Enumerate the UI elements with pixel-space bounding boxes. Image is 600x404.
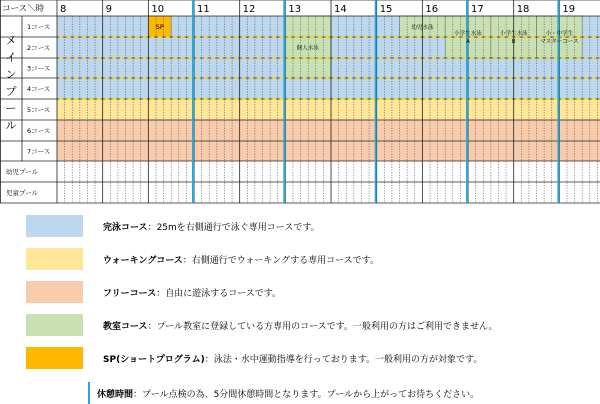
legend-free-title: フリーコース bbox=[103, 288, 157, 299]
legend-sp-title: SP(ショートプログラム) bbox=[103, 354, 205, 365]
course-row-fill bbox=[57, 99, 600, 120]
legend-lap bbox=[26, 215, 320, 237]
legend-walking bbox=[26, 248, 379, 270]
main-pool-label-char: プ bbox=[5, 85, 17, 98]
class-block-label: 幼児水泳 bbox=[411, 25, 434, 31]
legend-sp bbox=[26, 347, 482, 369]
course-label: 4コース bbox=[27, 85, 51, 93]
legend-rest-title: 休憩時間 bbox=[97, 389, 134, 400]
hour-label: 15 bbox=[379, 4, 393, 15]
course-row-fill bbox=[57, 78, 600, 99]
lap-swatch bbox=[26, 215, 83, 237]
hour-label: 17 bbox=[471, 4, 484, 15]
course-label: 幼児プール bbox=[6, 168, 39, 176]
course-label: 児童プール bbox=[6, 189, 39, 197]
free-swatch bbox=[26, 281, 83, 303]
course-label: 1コース bbox=[27, 23, 51, 31]
course-label: 6コース bbox=[27, 127, 51, 135]
course-row-fill bbox=[57, 120, 600, 141]
hour-label: 10 bbox=[151, 4, 165, 15]
course-label: 7コース bbox=[27, 147, 51, 156]
hour-label: 18 bbox=[516, 4, 530, 15]
course-label: 2コース bbox=[27, 44, 51, 52]
legend-class-desc: ：プール教室に登録している方専用のコースです。一般利用の方はご利用できません。 bbox=[147, 321, 498, 332]
hour-label: 13 bbox=[288, 4, 302, 15]
course-label: 3コース bbox=[27, 64, 51, 73]
legend-walking-title: ウォーキングコース bbox=[103, 255, 183, 266]
course-row-fill bbox=[57, 161, 600, 182]
legend-free-desc: ：自由に遊泳するコースです。 bbox=[156, 288, 282, 299]
class-block-sublabel: マスターコース bbox=[540, 39, 579, 45]
legend-free bbox=[26, 281, 281, 303]
legend-rest-desc: ：プール点検の為、5分間休憩時間となります。プールから上がってお待ちください。 bbox=[133, 389, 480, 400]
hour-label: 12 bbox=[242, 4, 256, 15]
legend-class-title: 教室コース bbox=[103, 321, 148, 332]
class-block-label: 小・中学生 bbox=[545, 31, 574, 37]
class-block-sublabel: A bbox=[466, 39, 470, 45]
class-block-label: 小学生水泳 bbox=[454, 31, 482, 37]
class-block-label: 個人水泳 bbox=[296, 45, 319, 52]
legend-rest bbox=[88, 382, 479, 404]
legend-walking-desc: ：右側通行でウォーキングする専用コースです。 bbox=[182, 255, 379, 266]
main-pool-label-char: ン bbox=[5, 68, 17, 81]
corner-label: コース＼時 bbox=[2, 4, 45, 14]
walking-swatch bbox=[26, 248, 83, 270]
sp-swatch bbox=[26, 347, 83, 369]
legend-lap-desc: ：25mを右側通行で泳ぐ専用コースです。 bbox=[147, 222, 320, 233]
hour-label: 14 bbox=[334, 4, 347, 15]
class-block-sublabel: B bbox=[511, 39, 516, 45]
legend-sp-desc: ：泳法・水中運動指導を行っております。一般利用の方が対象です。 bbox=[204, 354, 483, 365]
legend-lap-title: 完泳コース bbox=[103, 222, 148, 233]
course-label: 5コース bbox=[27, 106, 51, 114]
main-pool-label-char: イ bbox=[5, 51, 17, 64]
main-pool-label-char: メ bbox=[5, 34, 17, 47]
main-pool-label-char: ル bbox=[5, 119, 17, 132]
legend-class bbox=[26, 314, 498, 336]
hour-label: 9 bbox=[105, 4, 113, 15]
hour-label: 11 bbox=[197, 4, 210, 15]
rest-line-swatch bbox=[88, 382, 90, 404]
class-swatch bbox=[26, 314, 83, 336]
class-block-label: 小学生水泳 bbox=[499, 31, 528, 37]
hour-label: 16 bbox=[425, 4, 439, 15]
hour-label: 8 bbox=[60, 4, 67, 15]
hour-label: 19 bbox=[562, 4, 576, 15]
course-row-fill bbox=[57, 182, 600, 203]
course-row-fill bbox=[57, 141, 600, 161]
main-pool-label-char: ー bbox=[5, 102, 17, 115]
class-block-label: SP bbox=[155, 23, 164, 31]
